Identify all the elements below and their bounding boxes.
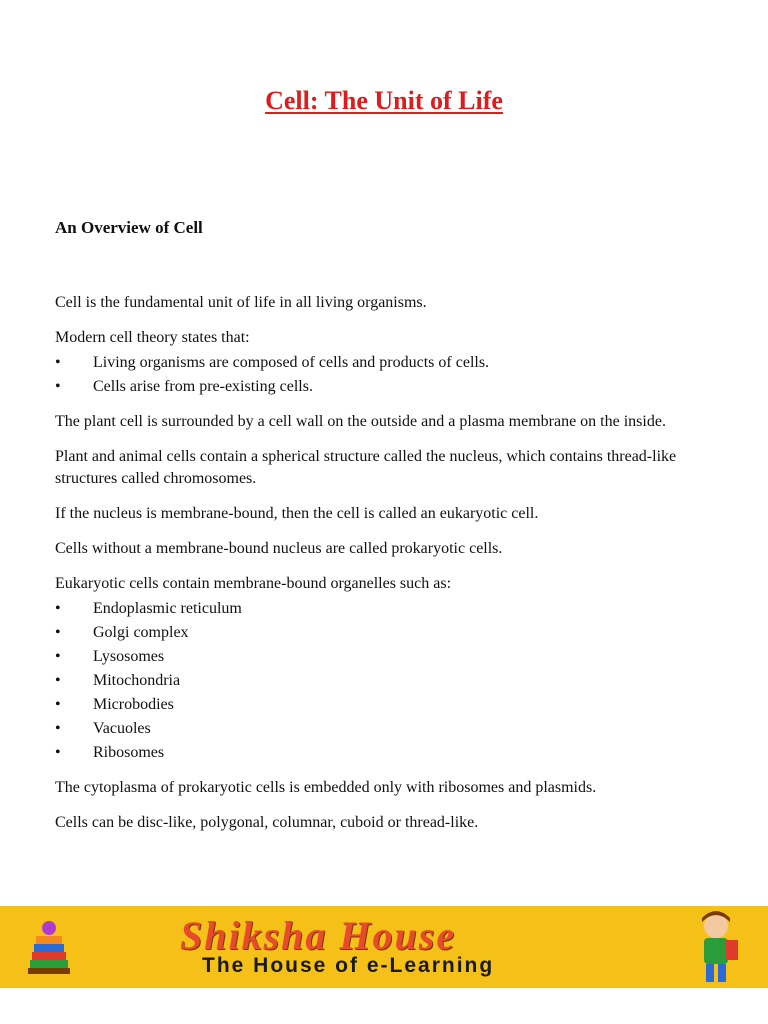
paragraph: Modern cell theory states that: — [55, 329, 250, 346]
bullet-icon: • — [55, 648, 61, 665]
paragraph: The plant cell is surrounded by a cell wall on the outside and a plasma membrane on the inside. — [55, 413, 666, 430]
paragraph: Cells without a membrane-bound nucleus are called prokaryotic cells. — [55, 540, 503, 557]
paragraph: Cell is the fundamental unit of life in all living organisms. — [55, 294, 427, 311]
paragraph: Cells can be disc-like, polygonal, columnar, cuboid or thread-like. — [55, 814, 479, 831]
list-item: • Golgi complex — [55, 621, 715, 645]
paragraph: If the nucleus is membrane-bound, then the cell is called an eukaryotic cell. — [55, 505, 539, 522]
bullet-icon: • — [55, 720, 61, 737]
bullet-icon: • — [55, 354, 61, 371]
paragraph: The cytoplasma of prokaryotic cells is embedded only with ribosomes and plasmids. — [55, 779, 597, 796]
list-item: • Lysosomes — [55, 645, 715, 669]
bullet-icon: • — [55, 696, 61, 713]
student-icon — [686, 908, 746, 988]
brand-tagline: The House of e-Learning — [202, 954, 495, 977]
organelles-list — [55, 597, 715, 765]
paragraph: Plant and animal cells contain a spherical structure called the nucleus, which contains thread-like structures called chromosomes. — [55, 448, 677, 487]
cell-theory-list — [55, 351, 715, 399]
list-item: • Endoplasmic reticulum — [55, 597, 715, 621]
bullet-icon: • — [55, 378, 61, 395]
page-title: Cell: The Unit of Life — [265, 86, 503, 115]
bullet-icon: • — [55, 624, 61, 641]
bullet-icon: • — [55, 672, 61, 689]
footer-banner — [0, 906, 768, 988]
brand-logo: Shiksha House — [180, 913, 457, 958]
list-item: • Cells arise from pre-existing cells. — [55, 375, 715, 399]
list-item: • Vacuoles — [55, 717, 715, 741]
list-item: • Microbodies — [55, 693, 715, 717]
document-body — [55, 292, 715, 847]
bullet-icon: • — [55, 744, 61, 761]
paragraph: Eukaryotic cells contain membrane-bound organelles such as: — [55, 575, 452, 592]
section-heading: An Overview of Cell — [55, 218, 203, 237]
books-icon — [24, 916, 74, 980]
list-item: • Living organisms are composed of cells and products of cells. — [55, 351, 715, 375]
list-item: • Ribosomes — [55, 741, 715, 765]
bullet-icon: • — [55, 600, 61, 617]
list-item: • Mitochondria — [55, 669, 715, 693]
